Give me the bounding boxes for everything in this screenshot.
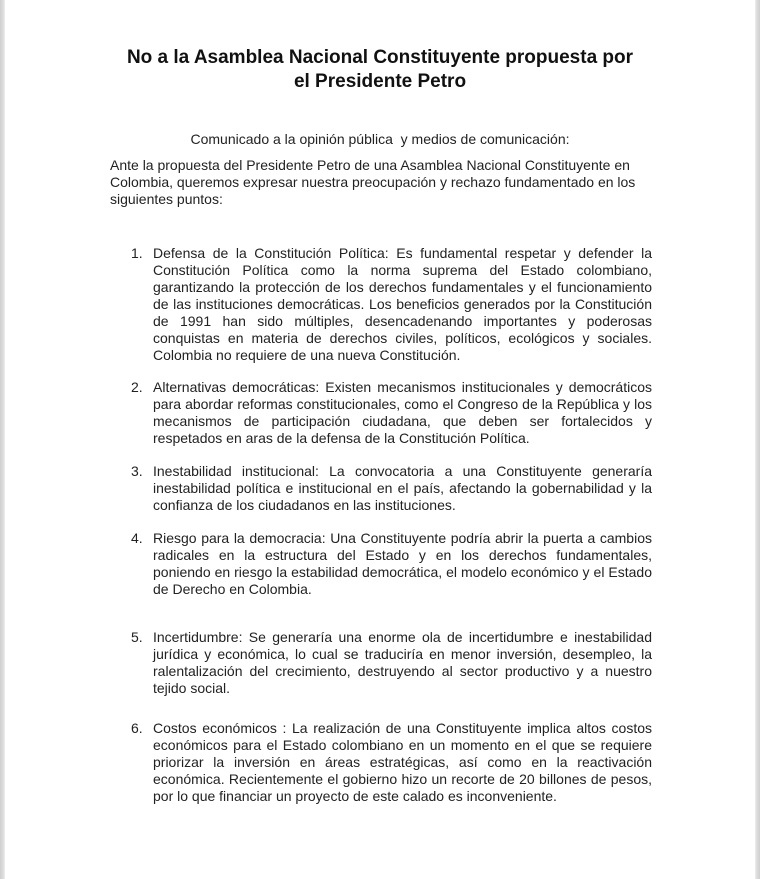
document-subtitle: Comunicado a la opinión pública y medios de comunicación:: [190, 131, 570, 147]
list-item-text: Inestabilidad institucional: La convocatoria a una Constituyente generaría inestabilidad política e institucional en el país, afectando la gobernabilidad y la confianza de los ciudadanos en las instituciones.: [153, 463, 652, 513]
list-number: 3.: [131, 463, 143, 479]
list-item-2: [131, 379, 652, 447]
list-number: 5.: [131, 629, 143, 645]
list-item-3: [131, 463, 652, 514]
list-item-text: Defensa de la Constitución Política: Es fundamental respetar y defender la Constitución Política como la norma suprema del Estado colombiano, garantizando la protección de los derechos fundamentales y el funcionamiento de las instituciones democráticas. Los beneficios generados por la Constitución de 1991 han sido múltiples, desencadenando importantes y poderosas conquistas en materia de derechos civiles, políticos, ecológicos y sociales. Colombia no requiere de una nueva Constitución.: [153, 245, 652, 363]
list-item-6: [131, 720, 652, 805]
list-number: 2.: [131, 379, 143, 395]
list-number: 1.: [131, 245, 143, 261]
list-item-text: Costos económicos : La realización de una Constituyente implica altos costos económicos para el Estado colombiano en un momento en el que se requiere priorizar la inversión en áreas estratégicas, así como en la reactivación económica. Recientemente el gobierno hizo un recorte de 20 billones de pesos, por lo que financiar un proyecto de este calado es inconveniente.: [153, 720, 652, 804]
document-title: [0, 46, 760, 94]
list-item-5: [131, 629, 652, 697]
list-item-4: [131, 530, 652, 598]
intro-paragraph: Ante la propuesta del Presidente Petro de una Asamblea Nacional Constituyente en Colombia, queremos expresar nuestra preocupación y rechazo fundamentado en los siguientes puntos:: [110, 157, 636, 207]
list-item-text: Alternativas democráticas: Existen mecanismos institucionales y democráticos para abordar reformas constitucionales, como el Congreso de la República y los mecanismos de participación ciudadana, que deben ser fortalecidos y respetados en aras de la defensa de la Constitución Política.: [153, 379, 652, 446]
list-number: 6.: [131, 720, 143, 736]
list-item-text: Riesgo para la democracia: Una Constituyente podría abrir la puerta a cambios radicales en la estructura del Estado y en los derechos fundamentales, poniendo en riesgo la estabilidad democrática, el modelo económico y el Estado de Derecho en Colombia.: [153, 530, 652, 597]
title-line-2: el Presidente Petro: [293, 71, 467, 92]
title-line-1: No a la Asamblea Nacional Constituyente propuesta por: [126, 47, 634, 68]
list-item-text: Incertidumbre: Se generaría una enorme ola de incertidumbre e inestabilidad jurídica y económica, lo cual se traduciría en menor inversión, desempleo, la ralentalización del crecimiento, destruyendo al sector productivo y a nuestro tejido social.: [153, 629, 652, 696]
list-number: 4.: [131, 530, 143, 546]
list-item-1: [131, 245, 652, 364]
